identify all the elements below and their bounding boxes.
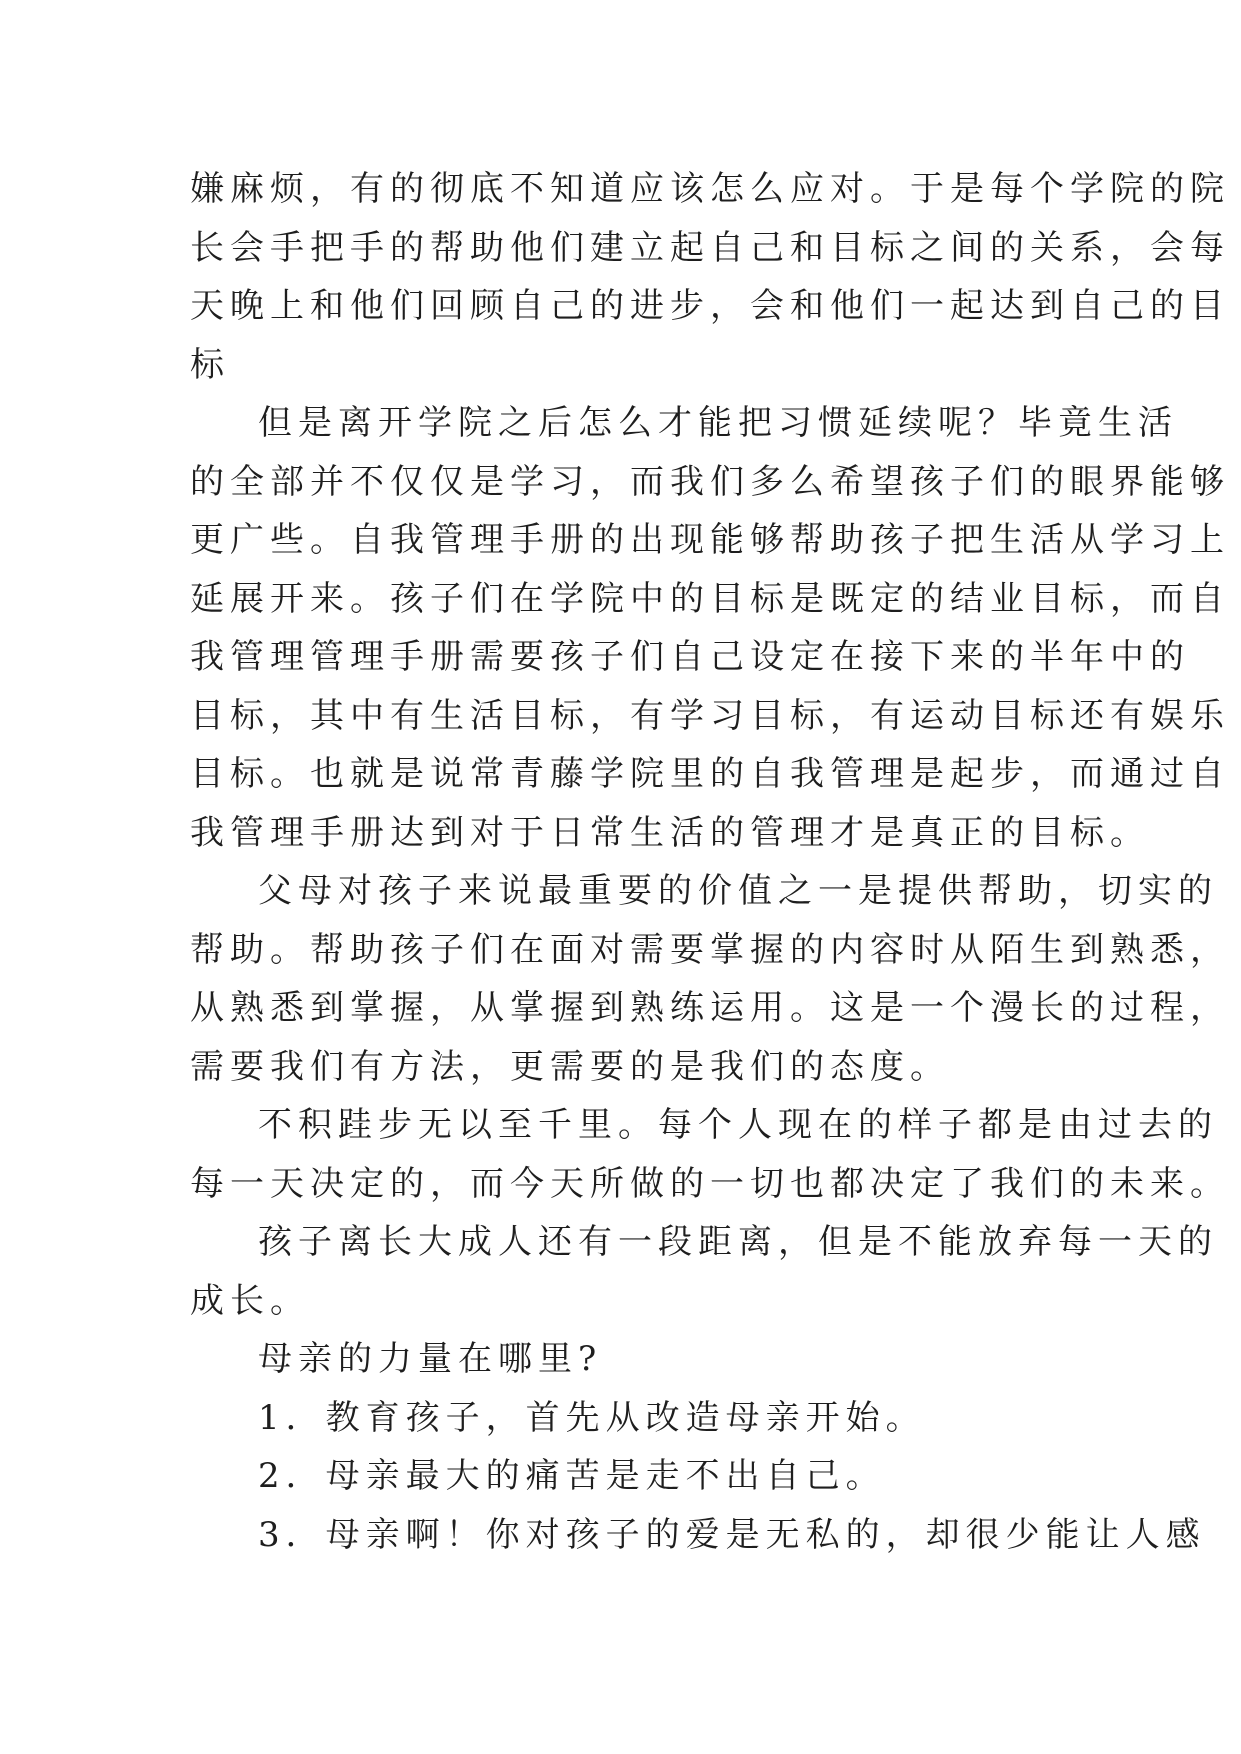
text-line: 帮助。帮助孩子们在面对需要掌握的内容时从陌生到熟悉， [190, 929, 1230, 970]
text-line: 从熟悉到掌握，从掌握到熟练运用。这是一个漫长的过程， [190, 988, 1230, 1028]
text-line: 天晚上和他们回顾自己的进步，会和他们一起达到自己的目 [190, 286, 1230, 326]
text-line: 但是离开学院之后怎么才能把习惯延续呢？毕竟生活 [258, 403, 1178, 443]
list-item: 3．母亲啊！你对孩子的爱是无私的，却很少能让人感 [258, 1514, 1206, 1555]
text-line: 更广些。自我管理手册的出现能够帮助孩子把生活从学习上 [190, 520, 1230, 560]
text-line: 我管理手册达到对于日常生活的管理才是真正的目标。 [190, 812, 1150, 853]
text-line: 孩子离长大成人还有一段距离，但是不能放弃每一天的 [258, 1222, 1218, 1262]
text-line: 母亲的力量在哪里? [258, 1339, 603, 1379]
document-body [190, 160, 1230, 1564]
text-line: 需要我们有方法，更需要的是我们的态度。 [190, 1046, 950, 1087]
text-line: 目标。也就是说常青藤学院里的自我管理是起步，而通过自 [190, 754, 1230, 794]
text-line: 长会手把手的帮助他们建立起自己和目标之间的关系，会每 [190, 227, 1230, 268]
text-line: 延展开来。孩子们在学院中的目标是既定的结业目标，而自 [190, 578, 1230, 619]
text-line: 的全部并不仅仅是学习，而我们多么希望孩子们的眼界能够 [190, 461, 1230, 502]
list-item: 2．母亲最大的痛苦是走不出自己。 [258, 1456, 886, 1496]
text-line: 目标，其中有生活目标，有学习目标，有运动目标还有娱乐 [190, 695, 1230, 736]
text-line: 成长。 [190, 1280, 310, 1321]
text-line: 我管理管理手册需要孩子们自己设定在接下来的半年中的 [190, 637, 1190, 677]
text-line: 嫌麻烦，有的彻底不知道应该怎么应对。于是每个学院的院 [190, 169, 1230, 209]
list-item: 1．教育孩子，首先从改造母亲开始。 [258, 1397, 926, 1438]
text-line: 父母对孩子来说最重要的价值之一是提供帮助，切实的 [258, 871, 1218, 911]
text-line: 标 [190, 344, 230, 385]
text-line: 每一天决定的，而今天所做的一切也都决定了我们的未来。 [190, 1163, 1230, 1204]
text-line: 不积跬步无以至千里。每个人现在的样子都是由过去的 [258, 1105, 1218, 1145]
